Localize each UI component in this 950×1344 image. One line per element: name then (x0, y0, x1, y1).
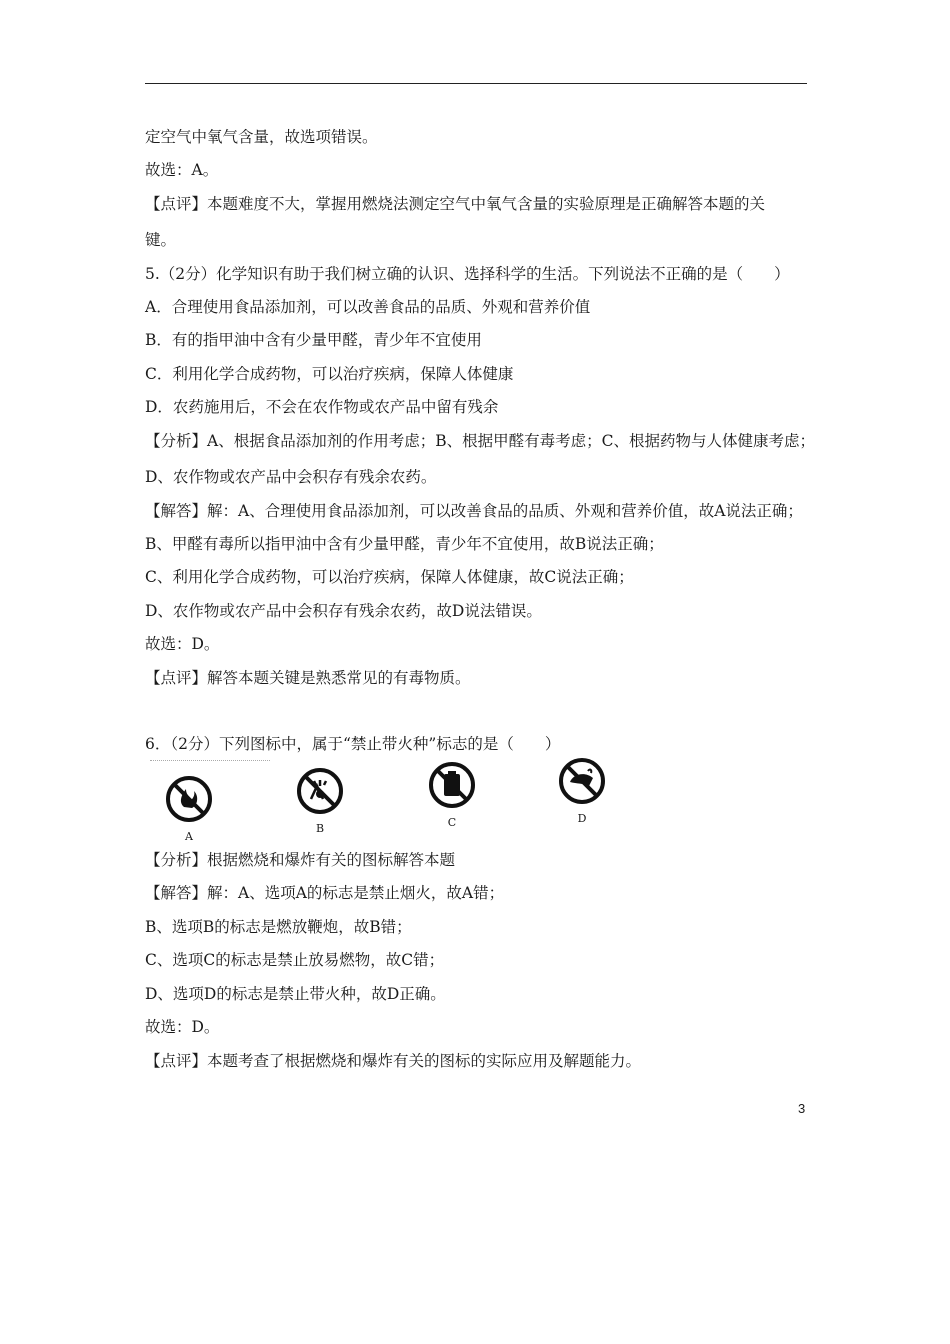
question-6: 6．（2分）下列图标中，属于“禁止带火种”标志的是（ ） (145, 735, 561, 753)
answer: 【解答】解：A、合理使用食品添加剂，可以改善食品的品质、外观和营养价值，故A说法正确； (145, 502, 803, 520)
header-rule (145, 83, 807, 84)
text-line: 故选：A。 (145, 161, 219, 179)
sign-b (290, 766, 350, 835)
sign-label: A (185, 830, 193, 843)
option-b: B．有的指甲油中含有少量甲醛，青少年不宜使用 (145, 331, 482, 349)
no-open-flame-icon (164, 774, 214, 824)
sign-d (552, 756, 612, 825)
no-carrying-fire-icon (557, 756, 607, 806)
sign-c (422, 760, 482, 829)
option-d: D．农药施用后，不会在农作物或农产品中留有残余 (145, 398, 499, 416)
sign-label: B (315, 822, 325, 835)
answer-c: C、利用化学合成药物，可以治疗疾病，保障人体健康，故C说法正确； (145, 568, 634, 586)
sign-options (145, 760, 645, 843)
sign-label: C (447, 816, 457, 829)
text-line: 键。 (145, 231, 177, 249)
text-line: 定空气中氧气含量，故选项错误。 (145, 128, 378, 146)
analysis-6: 【分析】根据燃烧和爆炸有关的图标解答本题 (145, 851, 456, 869)
answer-6: 【解答】解：A、选项A的标志是禁止烟火，故A错； (145, 884, 505, 902)
sign-a (159, 774, 219, 843)
answer-d: D、农作物或农产品中会积存有残余农药，故D说法错误。 (145, 602, 542, 620)
answer-b: B、甲醛有毒所以指甲油中含有少量甲醛，青少年不宜使用，故B说法正确； (145, 535, 664, 553)
no-fireworks-icon (295, 766, 345, 816)
page-number: 3 (798, 1101, 806, 1116)
comment-6: 【点评】本题考查了根据燃烧和爆炸有关的图标的实际应用及解题能力。 (145, 1052, 642, 1070)
no-flammables-icon (427, 760, 477, 810)
choice-6: 故选：D。 (145, 1018, 220, 1036)
option-a: A．合理使用食品添加剂，可以改善食品的品质、外观和营养价值 (145, 298, 591, 316)
analysis: 【分析】A、根据食品添加剂的作用考虑；B、根据甲醛有毒考虑；C、根据药物与人体健康考虑； (145, 432, 815, 450)
answer-6-b: B、选项B的标志是燃放鞭炮，故B错； (145, 918, 412, 936)
answer-6-d: D、选项D的标志是禁止带火种，故D正确。 (145, 985, 446, 1003)
choice: 故选：D。 (145, 635, 220, 653)
option-c: C．利用化学合成药物，可以治疗疾病，保障人体健康 (145, 365, 514, 383)
answer-6-c: C、选项C的标志是禁止放易燃物，故C错； (145, 951, 445, 969)
question-5: 5.（2分）化学知识有助于我们树立确的认识、选择科学的生活。下列说法不正确的是（ ） (145, 265, 790, 283)
analysis-cont: D、农作物或农产品中会积存有残余农药。 (145, 468, 437, 486)
text-line: 【点评】本题难度不大，掌握用燃烧法测定空气中氧气含量的实验原理是正确解答本题的关 (145, 195, 766, 213)
comment: 【点评】解答本题关键是熟悉常见的有毒物质。 (145, 669, 471, 687)
sign-label: D (577, 812, 587, 825)
